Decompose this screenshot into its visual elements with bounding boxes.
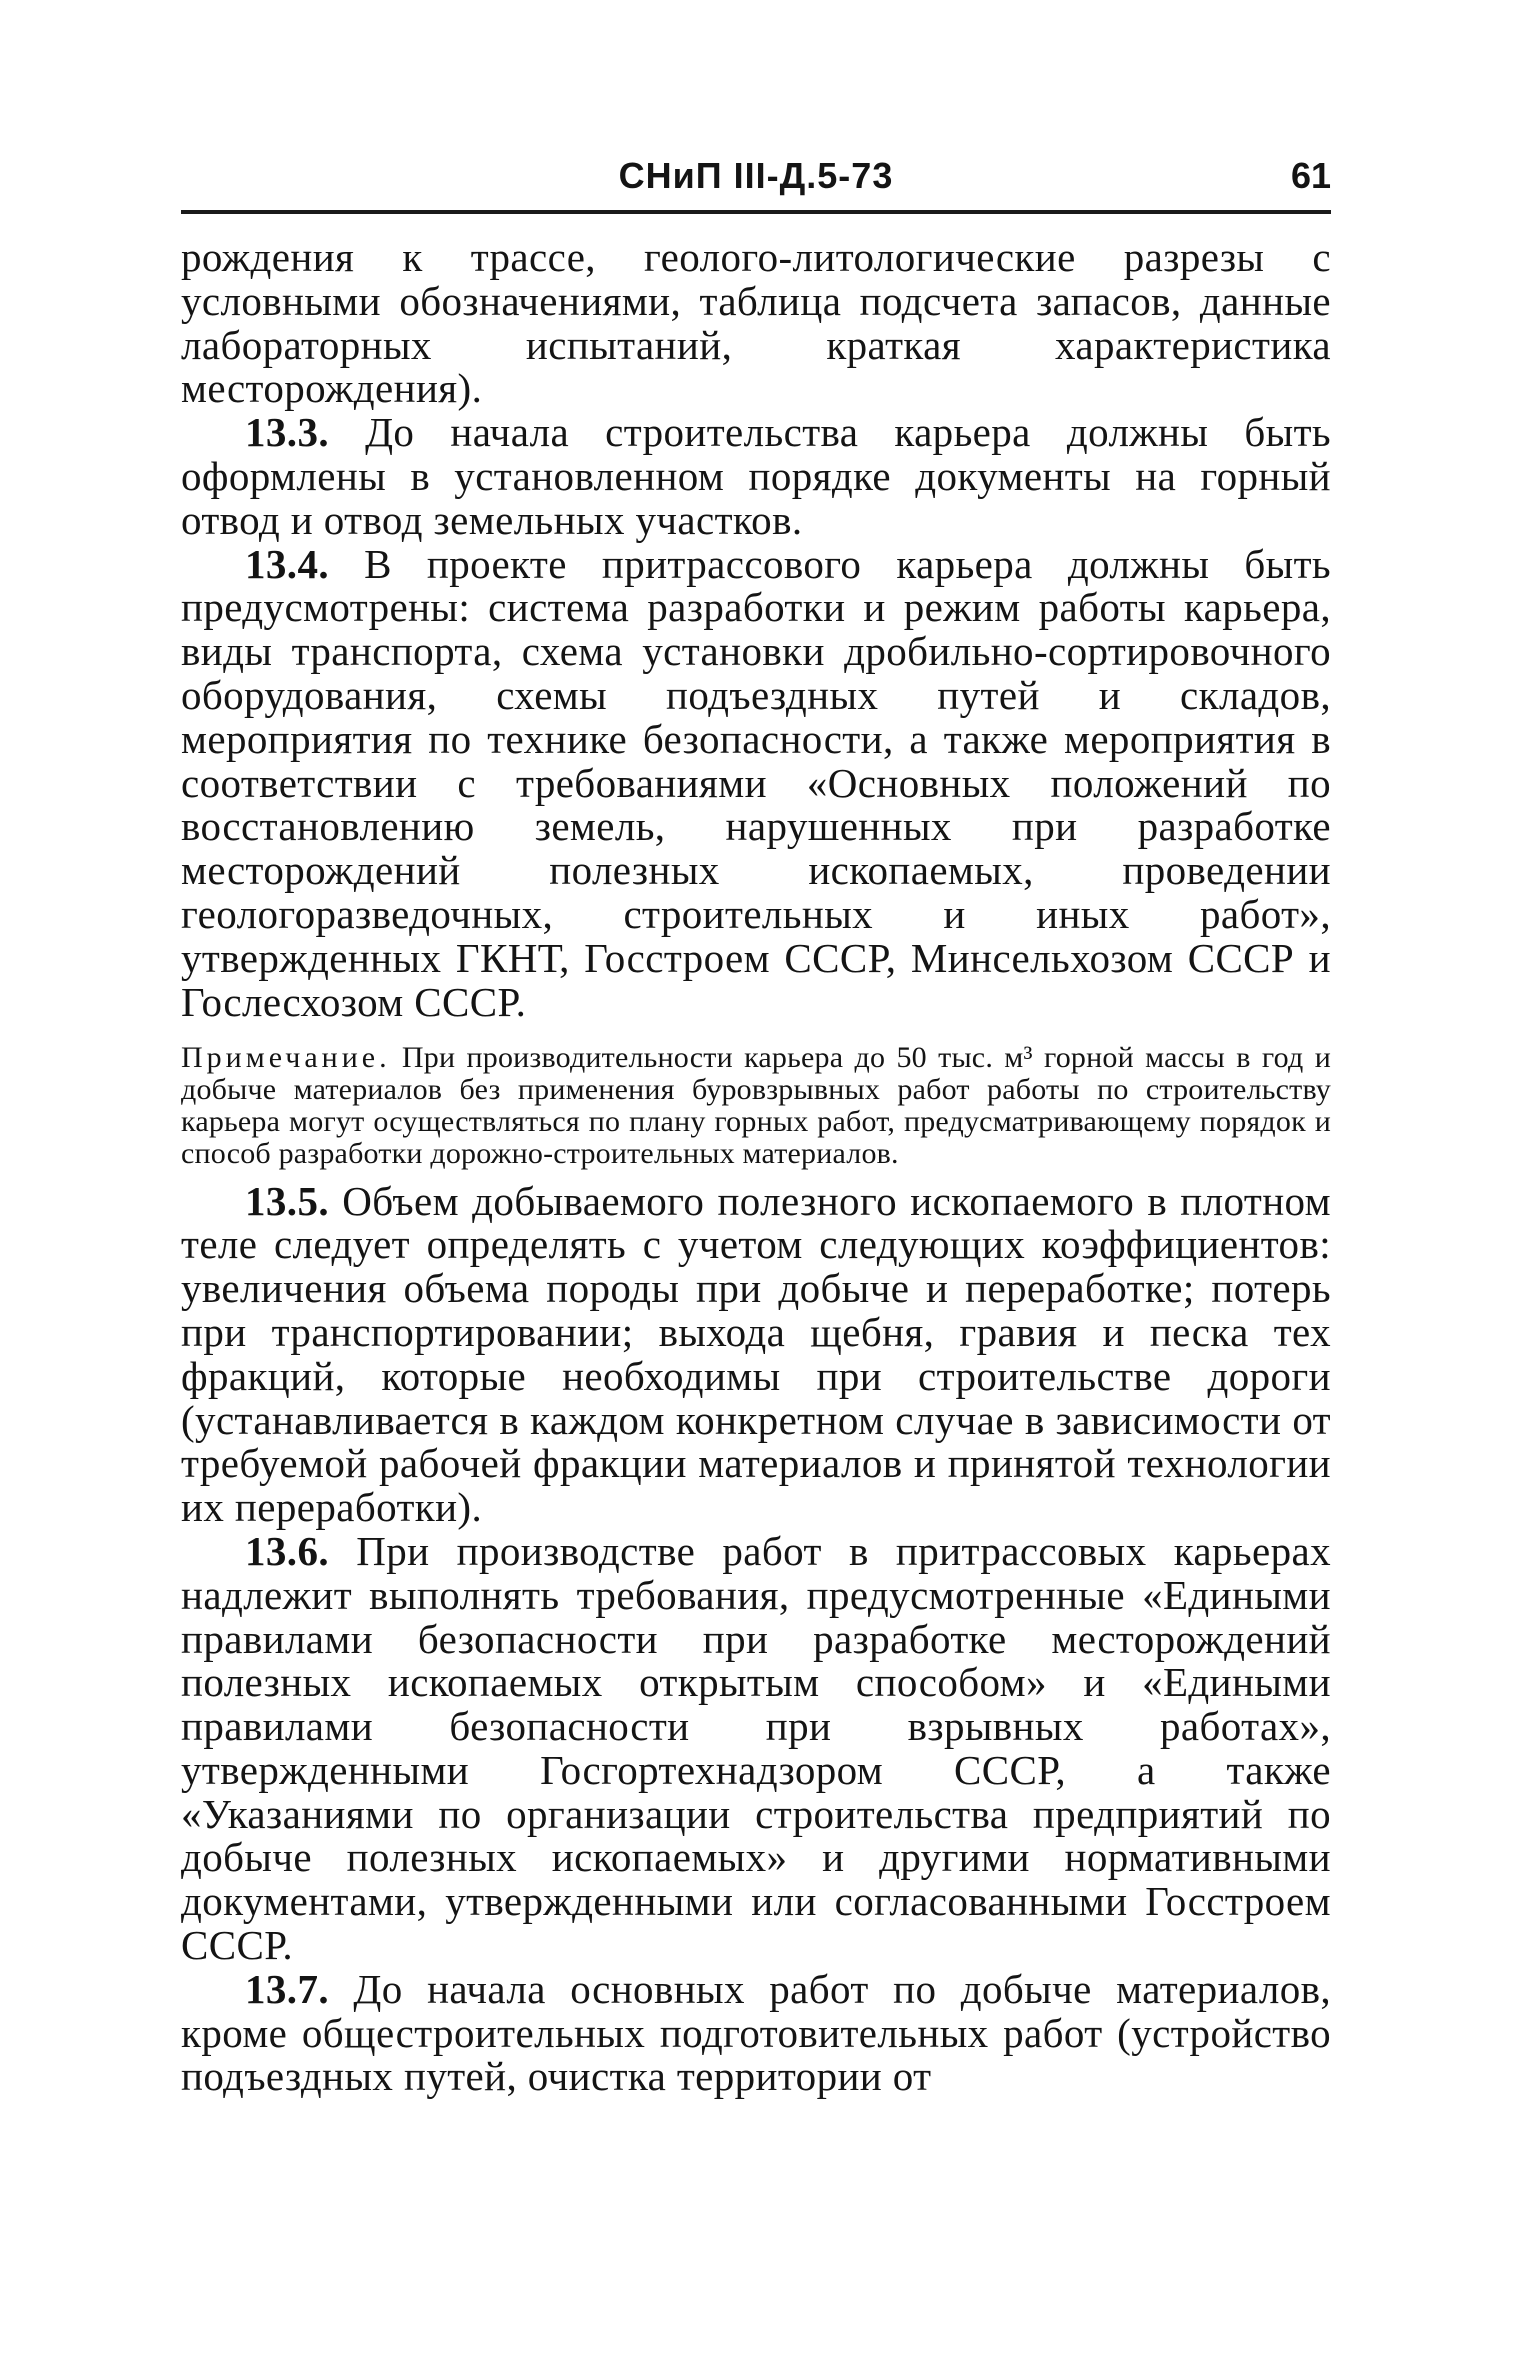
paragraph-text: До начала строительства карьера должны быть оформлены в установленном порядке документы на горный отвод и отвод земельных участков. <box>181 409 1332 543</box>
document-code: СНиП III-Д.5-73 <box>618 155 894 196</box>
paragraph-continuation <box>181 236 1331 411</box>
paragraph-text: рождения к трассе, геолого-литологические разрезы с условными обозначениями, таблица подсчета запасов, данные лабораторных испытаний, краткая характеристика месторождения). <box>181 234 1331 412</box>
note-text: При производительности карьера до 50 тыс. м³ горной массы в год и добыче материалов без применения буровзрывных работ работы по строительству карьера могут осуществляться по плану горных работ, предусматривающему порядок и способ разработки дорожно-строительных материалов. <box>181 1041 1331 1170</box>
paragraph-text: Объем добываемого полезного ископаемого в плотном теле следует определять с учетом следующих коэффициентов: увеличения объема породы при добыче и переработке; потерь при транспортировании; выхода щебня, гравия и песка тех фракций, которые необходимы при строительстве дороги (устанавливается в каждом конкретном случае в зависимости от требуемой рабочей фракции материалов и принятой технологии их переработки). <box>181 1177 1331 1531</box>
paragraph-13-4 <box>181 540 1331 1025</box>
document-page <box>181 150 1331 2099</box>
paragraph-text: При производстве работ в притрассовых карьерах надлежит выполнять требования, предусмотренные «Едиными правилами безопасности при разработке месторождений полезных ископаемых открытым способом» и «Едиными правилами безопасности при взрывных работах», утвержденными Госгортехнадзором СССР, а также «Указаниями по организации строительства предприятий по добыче полезных ископаемых» и другими нормативными документами, утвержденными или согласованными Госстроем СССР. <box>181 1527 1331 1969</box>
paragraph-13-5 <box>181 1177 1331 1531</box>
paragraph-text: В проекте притрассового карьера должны быть предусмотрены: система разработки и режим работы карьера, виды транспорта, схема установки дробильно-сортировочного оборудования, схемы подъездных путей и складов, мероприятия по технике безопасности, а также мероприятия в соответствии с требованиями «Основных положений по восстановлению земель, нарушенных при разработке месторождений полезных ископаемых, проведении геологоразведочных, строительных и иных работ», утвержденных ГКНТ, Госстроем СССР, Минсельхозом СССР и Гослесхозом СССР. <box>181 540 1331 1025</box>
page-number: 61 <box>1290 155 1331 196</box>
paragraph-number: 13.7. <box>245 1965 329 2012</box>
note-label: Примечание. <box>181 1041 391 1075</box>
document-body <box>181 236 1331 2099</box>
paragraph-13-6 <box>181 1527 1331 1969</box>
paragraph-number: 13.6. <box>245 1527 329 1574</box>
paragraph-text: До начала основных работ по добыче материалов, кроме общестроительных подготовительных работ (устройство подъездных путей, очистка территории от <box>181 1965 1332 2100</box>
page-header <box>181 150 1331 202</box>
paragraph-number: 13.3. <box>245 409 329 456</box>
paragraph-number: 13.5. <box>245 1177 329 1224</box>
paragraph-13-3 <box>181 411 1331 542</box>
note-block <box>181 1042 1331 1169</box>
header-rule <box>181 210 1331 214</box>
paragraph-13-7 <box>181 1965 1332 2100</box>
paragraph-number: 13.4. <box>245 540 329 587</box>
